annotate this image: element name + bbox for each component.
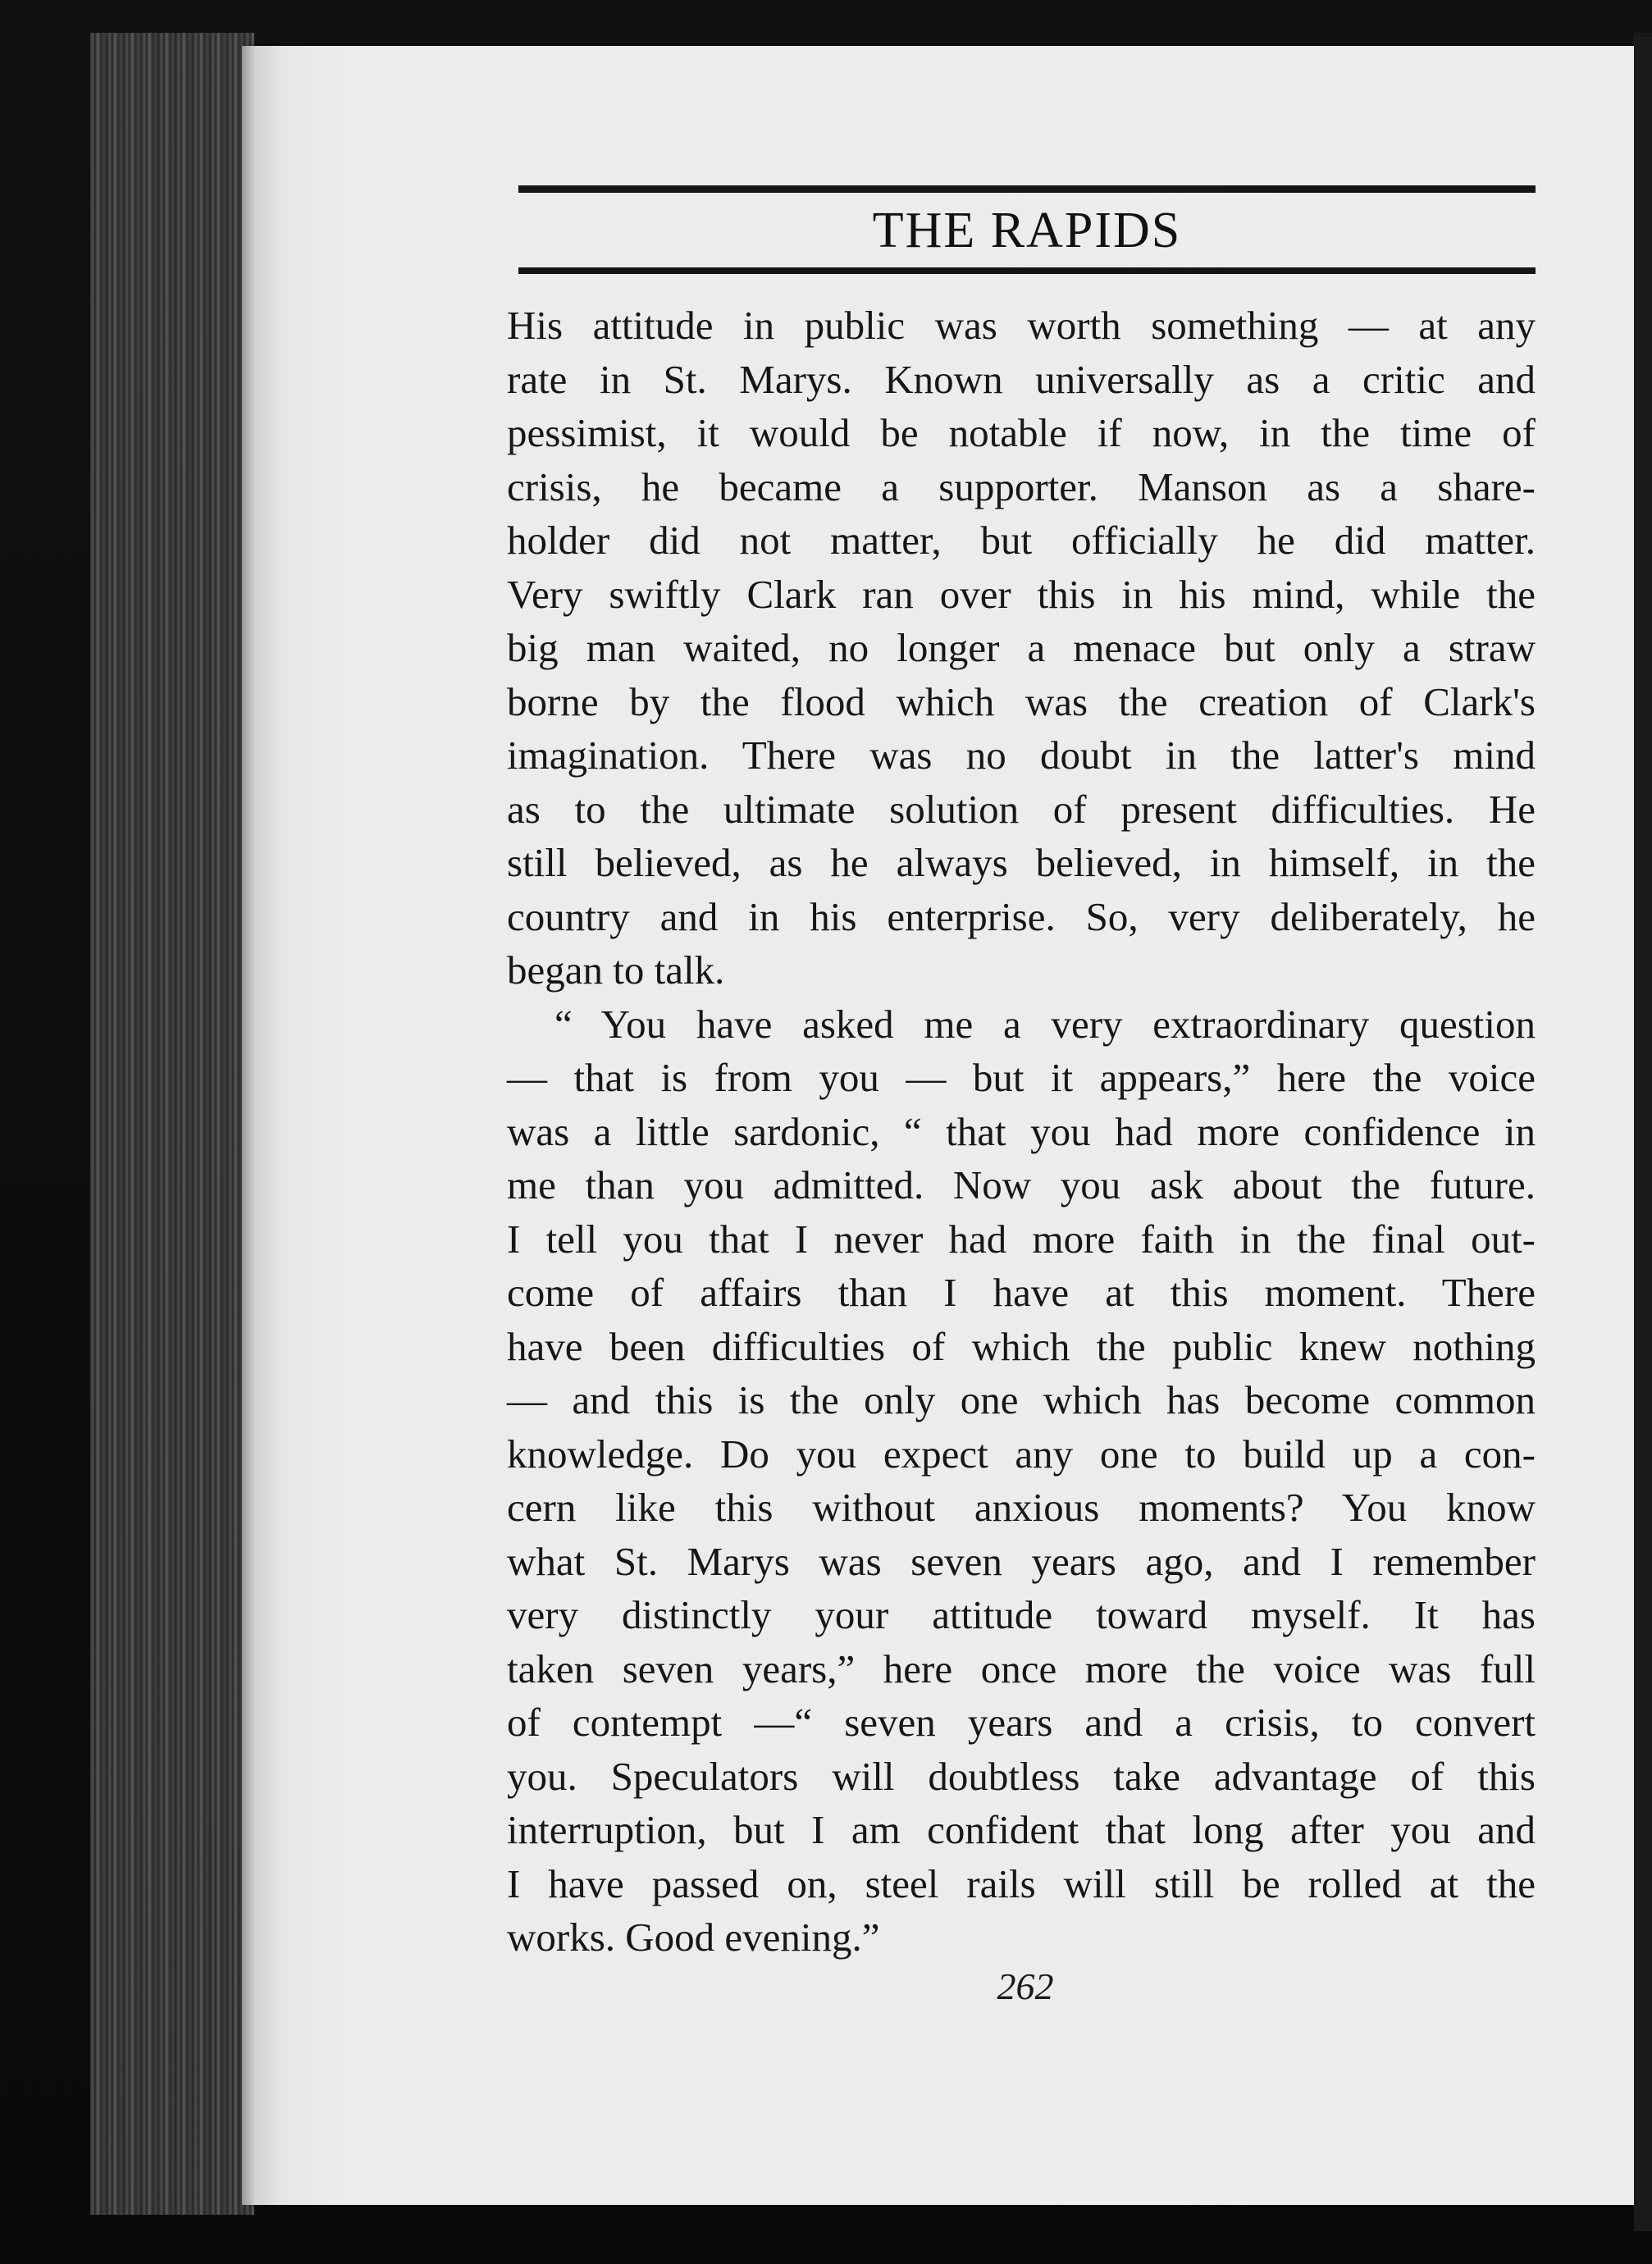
page-number: 262 <box>997 1965 1054 2007</box>
book-spine-gutter <box>90 33 254 2215</box>
text-line: very distinctly your attitude toward myself. It has <box>507 1592 1536 1637</box>
text-line: still believed, as he always believed, in himself, in the <box>507 840 1536 885</box>
text-line: me than you admitted. Now you ask about the future. <box>507 1162 1536 1207</box>
text-line: holder did not matter, but officially he did matter. <box>507 518 1536 563</box>
text-line: borne by the flood which was the creation of Clark's <box>507 678 1536 724</box>
text-line: country and in his enterprise. So, very deliberately, he <box>507 893 1536 939</box>
text-line: big man waited, no longer a menace but only a straw <box>507 625 1536 670</box>
running-head: THE RAPIDS <box>872 203 1182 258</box>
text-line: what St. Marys was seven years ago, and I remember <box>507 1538 1536 1584</box>
text-line: crisis, he became a supporter. Manson as a share- <box>507 463 1536 509</box>
text-line: I have passed on, steel rails will still be rolled at the <box>507 1860 1536 1906</box>
header-rule-top <box>518 185 1536 193</box>
paragraph <box>507 997 1536 1965</box>
text-line: His attitude in public was worth something — at any <box>507 303 1536 348</box>
text-line: you. Speculators will doubtless take advantage of this <box>507 1753 1536 1799</box>
text-line: cern like this without anxious moments? You know <box>507 1485 1536 1530</box>
text-line: imagination. There was no doubt in the latter's mind <box>507 733 1536 778</box>
text-line: knowledge. Do you expect any one to build up a con- <box>507 1431 1536 1477</box>
text-line: Very swiftly Clark ran over this in his mind, while the <box>507 571 1536 617</box>
text-line: pessimist, it would be notable if now, in the time of <box>507 410 1536 455</box>
text-line: — that is from you — but it appears,” here the voice <box>507 1055 1536 1100</box>
text-line: — and this is the only one which has become common <box>507 1377 1536 1422</box>
paragraph <box>507 299 1536 997</box>
text-line: I tell you that I never had more faith in the final out- <box>507 1216 1536 1262</box>
text-line: “ You have asked me a very extraordinary question <box>554 1001 1536 1047</box>
text-line: interruption, but I am confident that long after you and <box>507 1807 1536 1852</box>
page-inner-edge <box>242 46 257 2205</box>
text-line: works. Good evening.” <box>507 1915 880 1960</box>
text-line: rate in St. Marys. Known universally as a critic and <box>507 356 1536 402</box>
text-line: as to the ultimate solution of present difficulties. He <box>507 786 1536 832</box>
body-text <box>507 299 1536 1965</box>
text-line: taken seven years,” here once more the voice was full <box>507 1646 1536 1691</box>
scan-right-edge <box>1634 33 1652 2231</box>
header-rule-bottom <box>518 267 1536 274</box>
text-line: was a little sardonic, “ that you had more confidence in <box>507 1108 1536 1154</box>
text-line: began to talk. <box>507 947 725 993</box>
text-line: of contempt —“ seven years and a crisis, to convert <box>507 1700 1536 1745</box>
text-line: have been difficulties of which the public knew nothing <box>507 1323 1536 1369</box>
text-line: come of affairs than I have at this moment. There <box>507 1270 1536 1315</box>
